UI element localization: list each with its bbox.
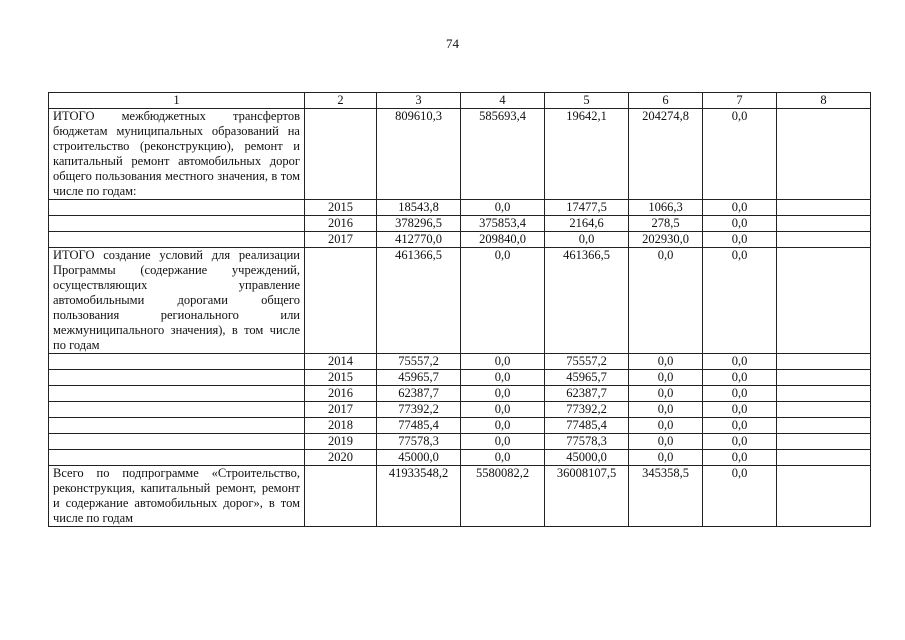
group-total-row	[49, 109, 871, 200]
value-cell: 19642,1	[545, 109, 629, 200]
value-cell: 36008107,5	[545, 466, 629, 527]
value-cell: 0,0	[629, 418, 703, 434]
value-cell: 0,0	[703, 200, 777, 216]
year-row	[49, 386, 871, 402]
col-header-3: 3	[377, 93, 461, 109]
value-cell: 0,0	[703, 216, 777, 232]
value-cell	[777, 386, 871, 402]
year-cell	[305, 466, 377, 527]
row-description	[49, 200, 305, 216]
row-description	[49, 354, 305, 370]
value-cell: 378296,5	[377, 216, 461, 232]
value-cell: 461366,5	[545, 248, 629, 354]
col-header-2: 2	[305, 93, 377, 109]
group-total-row	[49, 466, 871, 527]
value-cell: 0,0	[461, 402, 545, 418]
value-cell: 0,0	[703, 354, 777, 370]
value-cell: 0,0	[703, 386, 777, 402]
value-cell: 0,0	[629, 370, 703, 386]
value-cell: 0,0	[703, 109, 777, 200]
year-cell: 2014	[305, 354, 377, 370]
value-cell: 41933548,2	[377, 466, 461, 527]
row-description	[49, 434, 305, 450]
value-cell: 0,0	[461, 354, 545, 370]
value-cell: 0,0	[703, 232, 777, 248]
year-cell: 2015	[305, 200, 377, 216]
value-cell	[777, 109, 871, 200]
value-cell: 5580082,2	[461, 466, 545, 527]
year-cell: 2017	[305, 232, 377, 248]
value-cell	[777, 370, 871, 386]
value-cell: 0,0	[629, 386, 703, 402]
value-cell: 0,0	[703, 466, 777, 527]
value-cell	[777, 200, 871, 216]
year-row	[49, 370, 871, 386]
year-row	[49, 200, 871, 216]
row-description	[49, 232, 305, 248]
value-cell: 0,0	[629, 248, 703, 354]
year-row	[49, 434, 871, 450]
value-cell: 45965,7	[377, 370, 461, 386]
value-cell: 77578,3	[545, 434, 629, 450]
value-cell: 77485,4	[377, 418, 461, 434]
row-description	[49, 402, 305, 418]
value-cell: 0,0	[461, 450, 545, 466]
page-number: 74	[446, 36, 459, 51]
value-cell	[777, 216, 871, 232]
value-cell: 412770,0	[377, 232, 461, 248]
row-description: ИТОГО создание условий для реализации Программы (содержание учреждений, осуществляющих управление автомобильными дорогами общего пользования регионального или межмуниципального значения), в том числе по годам	[49, 248, 305, 354]
col-header-8: 8	[777, 93, 871, 109]
value-cell: 0,0	[629, 402, 703, 418]
year-cell: 2020	[305, 450, 377, 466]
value-cell: 0,0	[461, 248, 545, 354]
col-header-4: 4	[461, 93, 545, 109]
value-cell: 2164,6	[545, 216, 629, 232]
value-cell	[777, 232, 871, 248]
value-cell: 17477,5	[545, 200, 629, 216]
value-cell: 585693,4	[461, 109, 545, 200]
year-row	[49, 418, 871, 434]
year-cell: 2016	[305, 216, 377, 232]
value-cell	[777, 434, 871, 450]
value-cell: 77392,2	[545, 402, 629, 418]
year-row	[49, 232, 871, 248]
value-cell: 0,0	[461, 434, 545, 450]
budget-table	[48, 92, 871, 527]
value-cell: 375853,4	[461, 216, 545, 232]
year-row	[49, 402, 871, 418]
row-description	[49, 418, 305, 434]
value-cell: 209840,0	[461, 232, 545, 248]
year-cell: 2018	[305, 418, 377, 434]
row-description	[49, 450, 305, 466]
value-cell: 204274,8	[629, 109, 703, 200]
value-cell: 45000,0	[545, 450, 629, 466]
row-description	[49, 386, 305, 402]
value-cell: 0,0	[461, 370, 545, 386]
value-cell	[777, 354, 871, 370]
value-cell: 45000,0	[377, 450, 461, 466]
value-cell: 0,0	[703, 248, 777, 354]
year-cell	[305, 248, 377, 354]
value-cell	[777, 248, 871, 354]
year-row	[49, 354, 871, 370]
year-cell: 2015	[305, 370, 377, 386]
header-row	[49, 93, 871, 109]
value-cell: 62387,7	[545, 386, 629, 402]
value-cell: 202930,0	[629, 232, 703, 248]
value-cell: 0,0	[703, 450, 777, 466]
value-cell: 0,0	[545, 232, 629, 248]
value-cell	[777, 402, 871, 418]
value-cell: 1066,3	[629, 200, 703, 216]
value-cell: 0,0	[461, 200, 545, 216]
year-cell: 2016	[305, 386, 377, 402]
value-cell: 45965,7	[545, 370, 629, 386]
value-cell: 0,0	[629, 434, 703, 450]
value-cell: 75557,2	[545, 354, 629, 370]
value-cell: 62387,7	[377, 386, 461, 402]
value-cell: 0,0	[703, 370, 777, 386]
value-cell	[777, 466, 871, 527]
col-header-5: 5	[545, 93, 629, 109]
value-cell: 0,0	[629, 450, 703, 466]
year-row	[49, 216, 871, 232]
value-cell: 77392,2	[377, 402, 461, 418]
value-cell	[777, 418, 871, 434]
value-cell: 77578,3	[377, 434, 461, 450]
value-cell	[777, 450, 871, 466]
value-cell: 461366,5	[377, 248, 461, 354]
value-cell: 18543,8	[377, 200, 461, 216]
value-cell: 0,0	[703, 418, 777, 434]
year-row	[49, 450, 871, 466]
col-header-1: 1	[49, 93, 305, 109]
value-cell: 0,0	[461, 386, 545, 402]
value-cell: 0,0	[461, 418, 545, 434]
value-cell: 278,5	[629, 216, 703, 232]
value-cell: 0,0	[703, 402, 777, 418]
value-cell: 809610,3	[377, 109, 461, 200]
row-description: ИТОГО межбюджетных трансфертов бюджетам муниципальных образований на строительство (реконструкцию), ремонт и капитальный ремонт автомобильных дорог общего пользования местного значения, в том числе по годам:	[49, 109, 305, 200]
row-description	[49, 370, 305, 386]
value-cell: 0,0	[629, 354, 703, 370]
value-cell: 345358,5	[629, 466, 703, 527]
year-cell	[305, 109, 377, 200]
year-cell: 2019	[305, 434, 377, 450]
col-header-6: 6	[629, 93, 703, 109]
group-total-row	[49, 248, 871, 354]
col-header-7: 7	[703, 93, 777, 109]
year-cell: 2017	[305, 402, 377, 418]
value-cell: 75557,2	[377, 354, 461, 370]
value-cell: 0,0	[703, 434, 777, 450]
row-description: Всего по подпрограмме «Строительство, реконструкция, капитальный ремонт, ремонт и содержание автомобильных дорог», в том числе по годам	[49, 466, 305, 527]
row-description	[49, 216, 305, 232]
value-cell: 77485,4	[545, 418, 629, 434]
